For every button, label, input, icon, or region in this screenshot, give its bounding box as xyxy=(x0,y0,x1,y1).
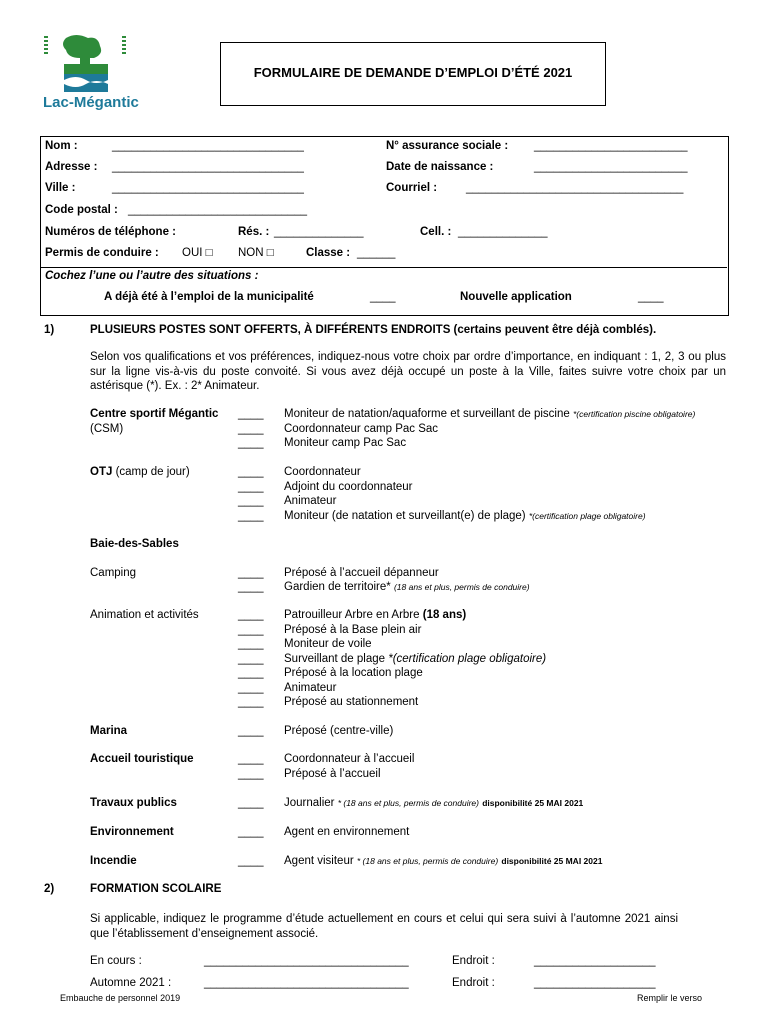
anim-blank-3[interactable]: ____ xyxy=(238,638,264,650)
encours-label: En cours : xyxy=(90,955,142,967)
otj-blank-1[interactable]: ____ xyxy=(238,466,264,478)
csm-abbr: (CSM) xyxy=(90,423,124,435)
anim-plage-note: *(certification plage obligatoire) xyxy=(388,653,547,665)
footer-right: Remplir le verso xyxy=(637,993,703,1003)
nom-field[interactable]: ______________________________ xyxy=(112,140,304,152)
csm-blank-3[interactable]: ____ xyxy=(238,437,264,449)
incendie-dispo: disponibilité 25 MAI 2021 xyxy=(501,856,603,866)
csm-blank-1[interactable]: ____ xyxy=(238,408,264,420)
accueil-blank-1[interactable]: ____ xyxy=(238,753,264,765)
footer-left: Embauche de personnel 2019 xyxy=(60,993,181,1003)
incendie-blank[interactable]: ____ xyxy=(238,855,264,867)
otj-label: OTJ xyxy=(90,466,113,478)
section1-title: PLUSIEURS POSTES SONT OFFERTS, À DIFFÉRENTS ENDROITS (certains peuvent être déjà comblés). xyxy=(90,324,657,336)
classe-field[interactable]: ______ xyxy=(357,247,396,259)
env-job: Agent en environnement xyxy=(284,826,410,838)
anim-blank-1[interactable]: ____ xyxy=(238,609,264,621)
otj-job: Animateur xyxy=(284,495,337,507)
res-field[interactable]: ______________ xyxy=(274,226,364,238)
permis-label: Permis de conduire : xyxy=(45,247,159,259)
travaux-note: * (18 ans et plus, permis de conduire) xyxy=(337,798,479,808)
logo-text: Lac-Mégantic xyxy=(43,94,139,111)
otj-blank-4[interactable]: ____ xyxy=(238,510,264,522)
otj-job xyxy=(284,510,646,522)
incendie-job-label: Agent visiteur xyxy=(284,855,354,867)
marina-blank[interactable]: ____ xyxy=(238,725,264,737)
ville-label: Ville : xyxy=(45,182,76,194)
deja-label: A déjà été à l’emploi de la municipalité xyxy=(104,291,314,303)
code-postal-field[interactable]: ____________________________ xyxy=(128,204,308,216)
nom-label: Nom : xyxy=(45,140,78,152)
accueil-job: Coordonnateur à l’accueil xyxy=(284,753,415,765)
otj-job: Coordonnateur xyxy=(284,466,361,478)
anim-blank-4[interactable]: ____ xyxy=(238,653,264,665)
nouvelle-field[interactable]: ____ xyxy=(638,291,664,303)
anim-job xyxy=(284,609,466,621)
section2-number: 2) xyxy=(44,883,55,895)
anim-job: Moniteur de voile xyxy=(284,638,372,650)
env-blank[interactable]: ____ xyxy=(238,826,264,838)
nas-label: N° assurance sociale : xyxy=(386,140,509,152)
anim-job: Préposé à la Base plein air xyxy=(284,624,422,636)
anim-job: Préposé à la location plage xyxy=(284,667,423,679)
environnement-label: Environnement xyxy=(90,826,174,838)
automne-field[interactable]: ________________________________ xyxy=(204,977,409,989)
anim-blank-7[interactable]: ____ xyxy=(238,696,264,708)
travaux-blank[interactable]: ____ xyxy=(238,797,264,809)
automne-label: Automne 2021 : xyxy=(90,977,172,989)
camping-job-label: Gardien de territoire* xyxy=(284,581,391,593)
cell-field[interactable]: ______________ xyxy=(458,226,548,238)
travaux-label: Travaux publics xyxy=(90,797,177,809)
section1-intro: Selon vos qualifications et vos préférences, indiquez-nous votre choix par ordre d’importance, en indiquant : 1, 2, 3 ou plus sur la ligne vis-à-vis du poste convoité. Si vous avez déjà occupé un poste à la Ville, faites suivre votre choix par un astérisque (*). Ex. : 2* Animateur. xyxy=(90,351,726,392)
otj-blank-2[interactable]: ____ xyxy=(238,481,264,493)
anim-blank-2[interactable]: ____ xyxy=(238,624,264,636)
endroit-label-1: Endroit : xyxy=(452,955,495,967)
anim-plage-label: Surveillant de plage xyxy=(284,653,386,665)
incendie-label: Incendie xyxy=(90,855,137,867)
courriel-label: Courriel : xyxy=(386,182,438,194)
camping-label: Camping xyxy=(90,567,137,579)
endroit-field-2[interactable]: ___________________ xyxy=(534,977,656,989)
endroit-label-2: Endroit : xyxy=(452,977,495,989)
anim-job: Animateur xyxy=(284,682,337,694)
ville-field[interactable]: ______________________________ xyxy=(112,182,304,194)
logo xyxy=(42,34,132,96)
classe-label: Classe : xyxy=(306,247,351,259)
encours-field[interactable]: ________________________________ xyxy=(204,955,409,967)
animation-label: Animation et activités xyxy=(90,609,199,621)
res-label: Rés. : xyxy=(238,226,270,238)
divider xyxy=(41,267,727,268)
marina-label: Marina xyxy=(90,725,128,737)
camping-job: Préposé à l’accueil dépanneur xyxy=(284,567,439,579)
accueil-blank-2[interactable]: ____ xyxy=(238,768,264,780)
anim-blank-5[interactable]: ____ xyxy=(238,667,264,679)
camping-blank-2[interactable]: ____ xyxy=(238,581,264,593)
accueil-job: Préposé à l’accueil xyxy=(284,768,381,780)
csm-job: Coordonnateur camp Pac Sac xyxy=(284,423,439,435)
anim-blank-6[interactable]: ____ xyxy=(238,682,264,694)
travaux-dispo: disponibilité 25 MAI 2021 xyxy=(482,798,584,808)
csm-job-label: Moniteur de natation/aquaforme et surveillant de piscine xyxy=(284,408,570,420)
code-postal-label: Code postal : xyxy=(45,204,118,216)
otj-blank-3[interactable]: ____ xyxy=(238,495,264,507)
travaux-job xyxy=(284,797,583,809)
csm-note: *(certification piscine obligatoire) xyxy=(572,409,696,419)
csm-blank-2[interactable]: ____ xyxy=(238,423,264,435)
page-title: FORMULAIRE DE DEMANDE D’EMPLOI D’ÉTÉ 2021 xyxy=(253,65,573,80)
anim-job-age: (18 ans) xyxy=(422,609,467,621)
anim-job: Préposé au stationnement xyxy=(284,696,419,708)
otj-note: *(certification plage obligatoire) xyxy=(528,511,646,521)
otj-job: Adjoint du coordonnateur xyxy=(284,481,413,493)
nas-field[interactable]: ________________________ xyxy=(534,140,688,152)
csm-label: Centre sportif Mégantic xyxy=(90,408,219,420)
accueil-label: Accueil touristique xyxy=(90,753,194,765)
travaux-job-label: Journalier xyxy=(284,797,335,809)
otj-label-wrap xyxy=(90,466,190,478)
camping-job xyxy=(284,581,530,593)
incendie-job xyxy=(284,855,602,867)
section2-intro: Si applicable, indiquez le programme d’étude actuellement en cours et celui qui sera suivi à l’automne 2021 ainsi que l’établissement d’enseignement associé. xyxy=(90,913,678,940)
naissance-label: Date de naissance : xyxy=(386,161,494,173)
baie-label: Baie-des-Sables xyxy=(90,538,179,550)
endroit-field-1[interactable]: ___________________ xyxy=(534,955,656,967)
cell-label: Cell. : xyxy=(420,226,452,238)
camping-blank-1[interactable]: ____ xyxy=(238,567,264,579)
telephone-label: Numéros de téléphone : xyxy=(45,226,176,238)
csm-job: Moniteur camp Pac Sac xyxy=(284,437,407,449)
anim-job xyxy=(284,653,546,665)
marina-job: Préposé (centre-ville) xyxy=(284,725,394,737)
naissance-field[interactable]: ________________________ xyxy=(534,161,688,173)
title-box xyxy=(220,42,606,106)
section1-number: 1) xyxy=(44,324,55,336)
deja-field[interactable]: ____ xyxy=(370,291,396,303)
permis-oui-checkbox[interactable]: OUI □ xyxy=(182,247,213,259)
permis-non-checkbox[interactable]: NON □ xyxy=(238,247,274,259)
otj-job-label: Moniteur (de natation et surveillant(e) de plage) xyxy=(284,510,526,522)
adresse-field[interactable]: ______________________________ xyxy=(112,161,304,173)
csm-job xyxy=(284,408,695,420)
anim-job-label: Patrouilleur Arbre en Arbre xyxy=(284,609,420,621)
otj-sub: (camp de jour) xyxy=(115,466,190,478)
courriel-field[interactable]: __________________________________ xyxy=(466,182,684,194)
lac-megantic-logo-icon xyxy=(42,34,132,96)
situations-label: Cochez l’une ou l’autre des situations : xyxy=(45,270,259,282)
incendie-note: * (18 ans et plus, permis de conduire) xyxy=(356,856,499,866)
section2-title: FORMATION SCOLAIRE xyxy=(90,883,222,895)
adresse-label: Adresse : xyxy=(45,161,98,173)
camping-note: (18 ans et plus, permis de conduire) xyxy=(393,582,530,592)
nouvelle-label: Nouvelle application xyxy=(460,291,572,303)
